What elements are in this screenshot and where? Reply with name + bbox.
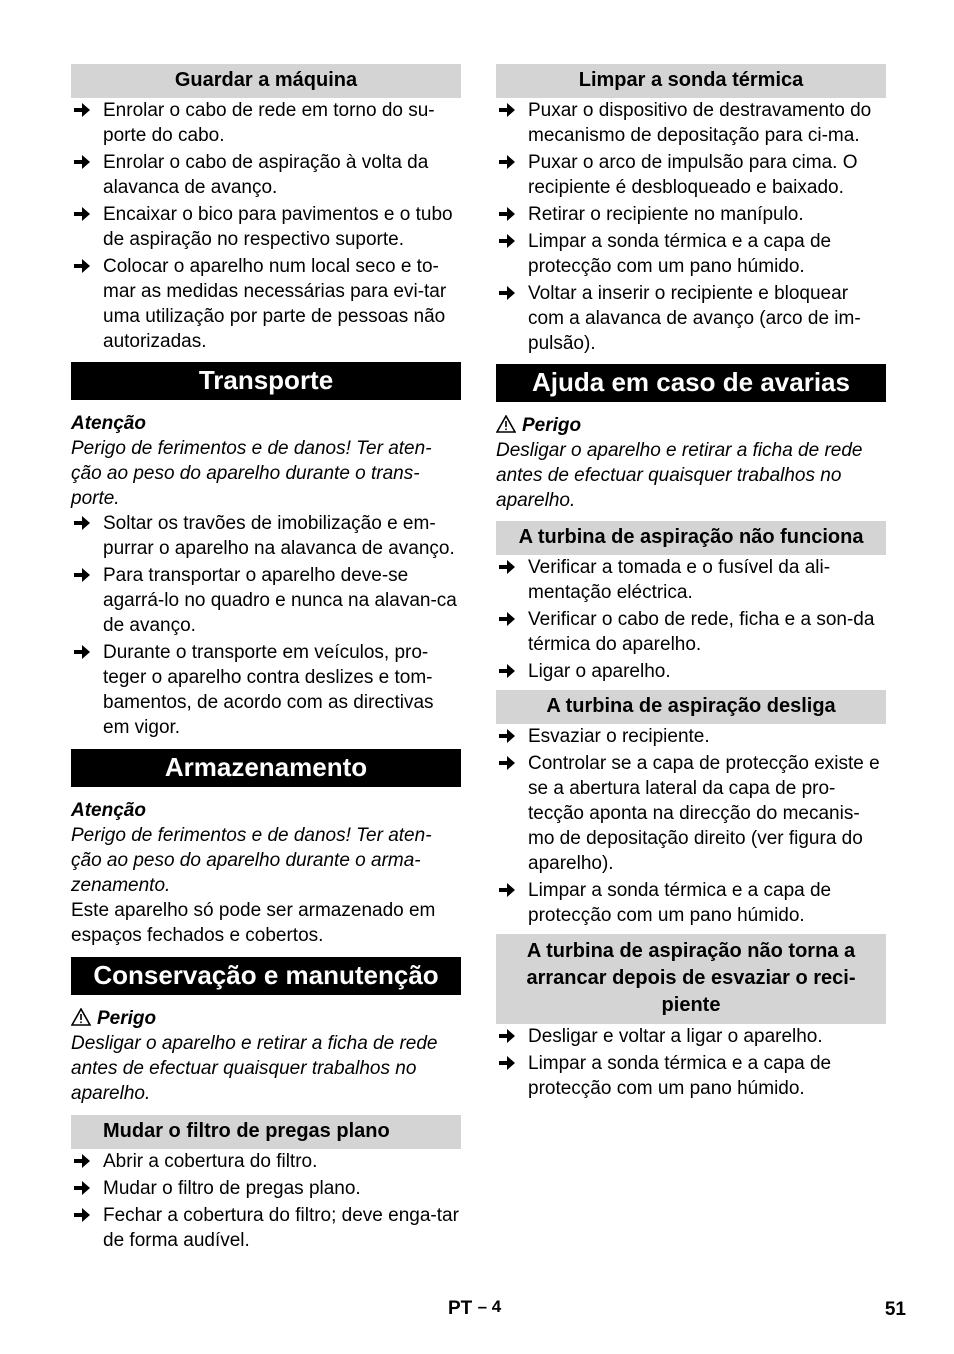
list-item: Para transportar o aparelho deve-se agarrá-lo no quadro e nunca na alavan-ca de avanço. (71, 563, 461, 638)
steps-guardar (71, 98, 461, 354)
attention-note: Perigo de ferimentos e de danos! Ter aten-ção ao peso do aparelho durante o trans-porte. (71, 438, 432, 509)
list-item: Puxar o arco de impulsão para cima. O recipiente é desbloqueado e baixado. (496, 150, 886, 200)
arrow-right-icon (73, 567, 91, 583)
arrow-right-icon (498, 285, 516, 301)
section-title-armazenamento: Armazenamento (71, 749, 461, 787)
section-title-guardar: Guardar a máquina (71, 64, 461, 98)
list-item: Soltar os travões de imobilização e em-purrar o aparelho na alavanca de avanço. (71, 511, 461, 561)
list-item: Limpar a sonda térmica e a capa de protecção com um pano húmido. (496, 1051, 886, 1101)
list-item: Colocar o aparelho num local seco e to-mar as medidas necessárias para evi-tar uma utilização por parte de pessoas não autorizadas. (71, 254, 461, 354)
attention-note: Perigo de ferimentos e de danos! Ter aten-ção ao peso do aparelho durante o arma-zenamento. (71, 825, 432, 896)
arrow-right-icon (73, 102, 91, 118)
arrow-right-icon (73, 644, 91, 660)
arrow-right-icon (498, 755, 516, 771)
section-title-transporte: Transporte (71, 362, 461, 400)
warning-triangle-icon (71, 1008, 91, 1026)
list-item: Verificar a tomada e o fusível da ali-mentação eléctrica. (496, 555, 886, 605)
arrow-right-icon (498, 1028, 516, 1044)
arrow-right-icon (498, 663, 516, 679)
footer-language: PT – 4 (448, 1297, 502, 1319)
left-column (71, 64, 461, 1255)
list-item: Limpar a sonda térmica e a capa de protecção com um pano húmido. (496, 878, 886, 928)
arrow-right-icon (498, 611, 516, 627)
list-item: Retirar o recipiente no manípulo. (496, 202, 886, 227)
arrow-right-icon (498, 102, 516, 118)
arrow-right-icon (498, 233, 516, 249)
arrow-right-icon (73, 258, 91, 274)
arrow-right-icon (498, 559, 516, 575)
list-item: Abrir a cobertura do filtro. (71, 1149, 461, 1174)
section-title-desliga: A turbina de aspiração desliga (496, 690, 886, 724)
arrow-right-icon (73, 206, 91, 222)
steps-transporte (71, 511, 461, 740)
arrow-right-icon (498, 728, 516, 744)
list-item: Limpar a sonda térmica e a capa de protecção com um pano húmido. (496, 229, 886, 279)
danger-note: Desligar o aparelho e retirar a ficha de rede antes de efectuar quaisquer trabalhos no aparelho. (71, 1033, 438, 1104)
arrow-right-icon (73, 1180, 91, 1196)
section-title-ajuda: Ajuda em caso de avarias (496, 364, 886, 402)
arrow-right-icon (73, 1207, 91, 1223)
body-text: Este aparelho só pode ser armazenado em espaços fechados e cobertos. (71, 900, 436, 946)
arrow-right-icon (73, 515, 91, 531)
page-number: 51 (884, 1299, 906, 1320)
section-title-nao-arranca: A turbina de aspiração não torna a arrancar depois de esvaziar o reci-piente (496, 934, 886, 1024)
danger-note: Desligar o aparelho e retirar a ficha de rede antes de efectuar quaisquer trabalhos no aparelho. (496, 440, 863, 511)
arrow-right-icon (498, 1055, 516, 1071)
list-item: Desligar e voltar a ligar o aparelho. (496, 1024, 886, 1049)
steps-filtro (71, 1149, 461, 1253)
arrow-right-icon (498, 154, 516, 170)
right-column (496, 64, 886, 1103)
steps-sonda (496, 98, 886, 356)
list-item: Fechar a cobertura do filtro; deve enga-tar de forma audível. (71, 1203, 461, 1253)
list-item: Mudar o filtro de pregas plano. (71, 1176, 461, 1201)
arrow-right-icon (498, 206, 516, 222)
arrow-right-icon (498, 882, 516, 898)
attention-label: Atenção (71, 800, 146, 821)
section-title-nao-funciona: A turbina de aspiração não funciona (496, 521, 886, 555)
steps-nao-arranca (496, 1024, 886, 1101)
list-item: Voltar a inserir o recipiente e bloquear com a alavanca de avanço (arco de im-pulsão). (496, 281, 886, 356)
list-item: Ligar o aparelho. (496, 659, 886, 684)
list-item: Puxar o dispositivo de destravamento do mecanismo de depositação para ci-ma. (496, 98, 886, 148)
section-title-sonda: Limpar a sonda térmica (496, 64, 886, 98)
list-item: Encaixar o bico para pavimentos e o tubo de aspiração no respectivo suporte. (71, 202, 461, 252)
list-item: Verificar o cabo de rede, ficha e a son-da térmica do aparelho. (496, 607, 886, 657)
list-item: Esvaziar o recipiente. (496, 724, 886, 749)
list-item: Enrolar o cabo de rede em torno do su-porte do cabo. (71, 98, 461, 148)
section-title-filtro: Mudar o filtro de pregas plano (71, 1115, 461, 1149)
list-item: Controlar se a capa de protecção existe e se a abertura lateral da capa de pro-tecção aponta na direcção do mecanis-mo de depositação direito (ver figura do aparelho). (496, 751, 886, 876)
steps-desliga (496, 724, 886, 928)
warning-triangle-icon (496, 415, 516, 433)
attention-label: Atenção (71, 413, 146, 434)
steps-nao-funciona (496, 555, 886, 684)
list-item: Enrolar o cabo de aspiração à volta da alavanca de avanço. (71, 150, 461, 200)
section-title-conservacao: Conservação e manutenção (71, 957, 461, 995)
danger-label: Perigo (496, 413, 886, 438)
danger-label: Perigo (71, 1006, 461, 1031)
arrow-right-icon (73, 1153, 91, 1169)
arrow-right-icon (73, 154, 91, 170)
list-item: Durante o transporte em veículos, pro-teger o aparelho contra deslizes e tom-bamentos, de acordo com as directivas em vigor. (71, 640, 461, 740)
